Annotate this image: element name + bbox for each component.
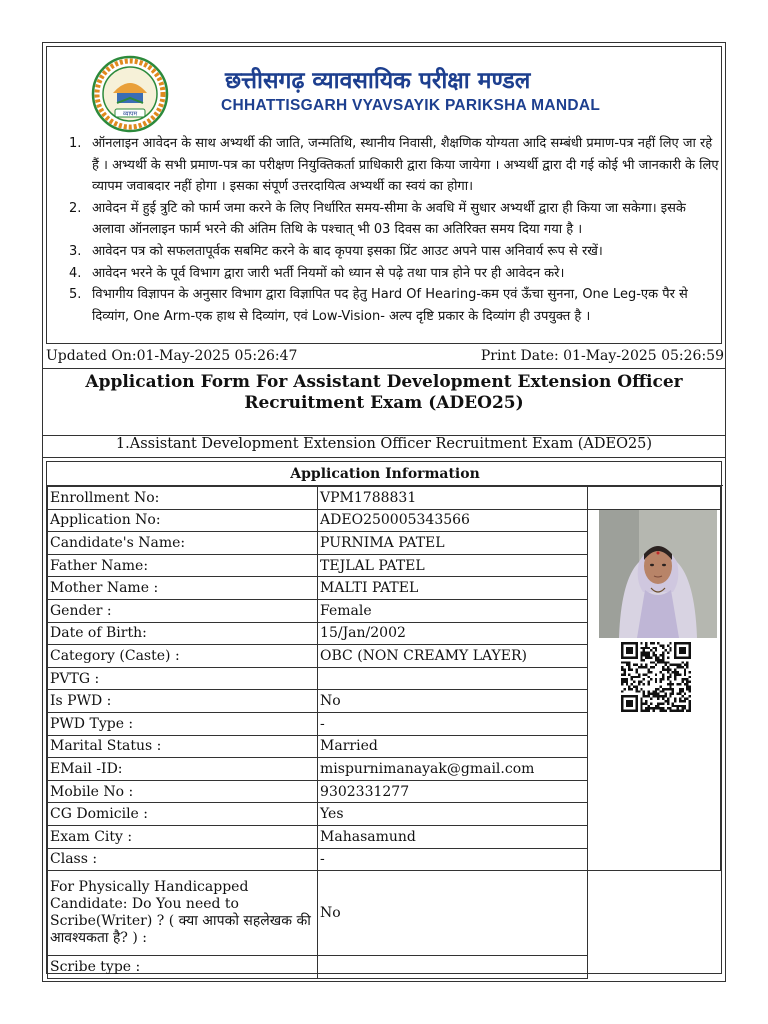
- field-value: mispurnimanayak@gmail.com: [318, 758, 588, 781]
- field-value: -: [318, 848, 588, 871]
- field-value: No: [318, 690, 588, 713]
- field-label: Mobile No :: [48, 780, 318, 803]
- instruction-text: आवेदन पत्र को सफलतापूर्वक सबमिट करने के बाद कृपया इसका प्रिंट आउट अपने पास अनिवार्य रूप से रखें।: [92, 243, 603, 259]
- field-value: [318, 956, 588, 979]
- instruction-item: [55, 241, 723, 263]
- instruction-text: आवेदन भरने के पूर्व विभाग द्वारा जारी भर्ती नियमों को ध्यान से पढ़े तथा पात्र होने पर ही आवेदन करे।: [92, 265, 565, 281]
- exam-name: 1.Assistant Development Extension Officer Recruitment Exam (ADEO25): [115, 436, 653, 452]
- divider: [42, 368, 726, 369]
- logo-text: व्यापम: [122, 110, 138, 118]
- photo-cell-top: [587, 487, 720, 510]
- field-label: Enrollment No:: [48, 487, 318, 510]
- field-label: Is PWD :: [48, 690, 318, 713]
- field-value: ADEO250005343566: [318, 509, 588, 532]
- field-value: TEJLAL PATEL: [318, 554, 588, 577]
- instruction-number: 5.: [69, 287, 82, 303]
- field-label: Class :: [48, 848, 318, 871]
- instruction-text: ऑनलाइन आवेदन के साथ अभ्यर्थी की जाति, जन्मतिथि, स्थानीय निवासी, शैक्षणिक योग्यता आदि सम्बंधी प्रमाण-पत्र नहीं लिए जा रहे हैं । अभ्यर्थी के सभी प्रमाण-पत्र का परीक्षण नियुक्तिकर्ता प्राधिकारी द्वारा किया जायेगा । अभ्यर्थी द्वारा दी गई कोई भी जानकारी के लिए व्यापम जवाबदार नहीं होगा । इसका संपूर्ण उत्तरदायित्व अभ्यर्थी का स्वयं का होगा।: [92, 136, 719, 195]
- table-row: [48, 487, 721, 510]
- instruction-item: [55, 284, 723, 327]
- instruction-number: 3.: [69, 243, 82, 259]
- print-date: Print Date: 01-May-2025 05:26:59: [480, 348, 724, 364]
- field-label: For Physically Handicapped Candidate: Do You need to Scribe(Writer) ? ( क्या आपको सहलेखक की आवश्यकता है? ) :: [48, 871, 318, 956]
- field-value: OBC (NON CREAMY LAYER): [318, 645, 588, 668]
- instruction-item: [55, 133, 723, 198]
- field-label: Category (Caste) :: [48, 645, 318, 668]
- empty-cell: [587, 871, 720, 979]
- application-info-section: [42, 457, 726, 982]
- header-box: [46, 46, 722, 344]
- qr-code: [621, 642, 691, 712]
- field-value: No: [318, 871, 588, 956]
- updated-on: Updated On:01-May-2025 05:26:47: [46, 348, 298, 364]
- vyapam-logo: [91, 55, 169, 133]
- field-value: 9302331277: [318, 780, 588, 803]
- instruction-number: 1.: [69, 136, 82, 151]
- field-value: MALTI PATEL: [318, 577, 588, 600]
- field-value: Mahasamund: [318, 825, 588, 848]
- field-value: [318, 667, 588, 690]
- instruction-item: [55, 263, 723, 285]
- field-value: VPM1788831: [318, 487, 588, 510]
- field-label: Date of Birth:: [48, 622, 318, 645]
- field-label: Exam City :: [48, 825, 318, 848]
- field-value: Yes: [318, 803, 588, 826]
- field-label: Mother Name :: [48, 577, 318, 600]
- section-title: Application Information: [47, 462, 723, 486]
- form-title: Application Form For Assistant Development Extension Officer Recruitment Exam (ADEO25): [85, 372, 683, 413]
- instructions-list: [55, 133, 723, 327]
- field-value: -: [318, 712, 588, 735]
- field-label: EMail -ID:: [48, 758, 318, 781]
- field-label: PWD Type :: [48, 712, 318, 735]
- instruction-item: [55, 198, 723, 241]
- field-value: 15/Jan/2002: [318, 622, 588, 645]
- field-label: Application No:: [48, 509, 318, 532]
- field-label: CG Domicile :: [48, 803, 318, 826]
- field-label: Scribe type :: [48, 956, 318, 979]
- application-info-box: [46, 461, 722, 974]
- field-label: Marital Status :: [48, 735, 318, 758]
- field-label: PVTG :: [48, 667, 318, 690]
- field-value: PURNIMA PATEL: [318, 532, 588, 555]
- table-row: [48, 871, 721, 956]
- field-label: Gender :: [48, 599, 318, 622]
- instruction-text: आवेदन में हुई त्रुटि को फार्म जमा करने के लिए निर्धारित समय-सीमा के अवधि में सुधार अभ्यर्थी द्वारा ही किया जा सकेगा। इसके अलावा ऑनलाइन फार्म भरने की अंतिम तिथि के पश्चात् भी 03 दिवस का अतिरिक्त समय दिया गया है ।: [92, 200, 686, 238]
- field-value: Married: [318, 735, 588, 758]
- org-title-hindi: छत्तीसगढ़ व्यावसायिक परीक्षा मण्डल: [225, 68, 531, 94]
- org-title-english: CHHATTISGARH VYAVSAYIK PARIKSHA MANDAL: [221, 97, 601, 114]
- instruction-text: विभागीय विज्ञापन के अनुसार विभाग द्वारा विज्ञापित पद हेतु Hard Of Hearing-कम एवं ऊँचा सुनना, One Leg-एक पैर से दिव्यांग, One Arm-एक हाथ से दिव्यांग, एवं Low-Vision- अल्प दृष्टि प्रकार के दिव्यांग ही उपयुक्त है ।: [92, 287, 688, 324]
- candidate-photo: [599, 510, 717, 638]
- instruction-number: 4.: [69, 265, 82, 281]
- instruction-number: 2.: [69, 200, 82, 216]
- field-value: Female: [318, 599, 588, 622]
- field-label: Father Name:: [48, 554, 318, 577]
- field-label: Candidate's Name:: [48, 532, 318, 555]
